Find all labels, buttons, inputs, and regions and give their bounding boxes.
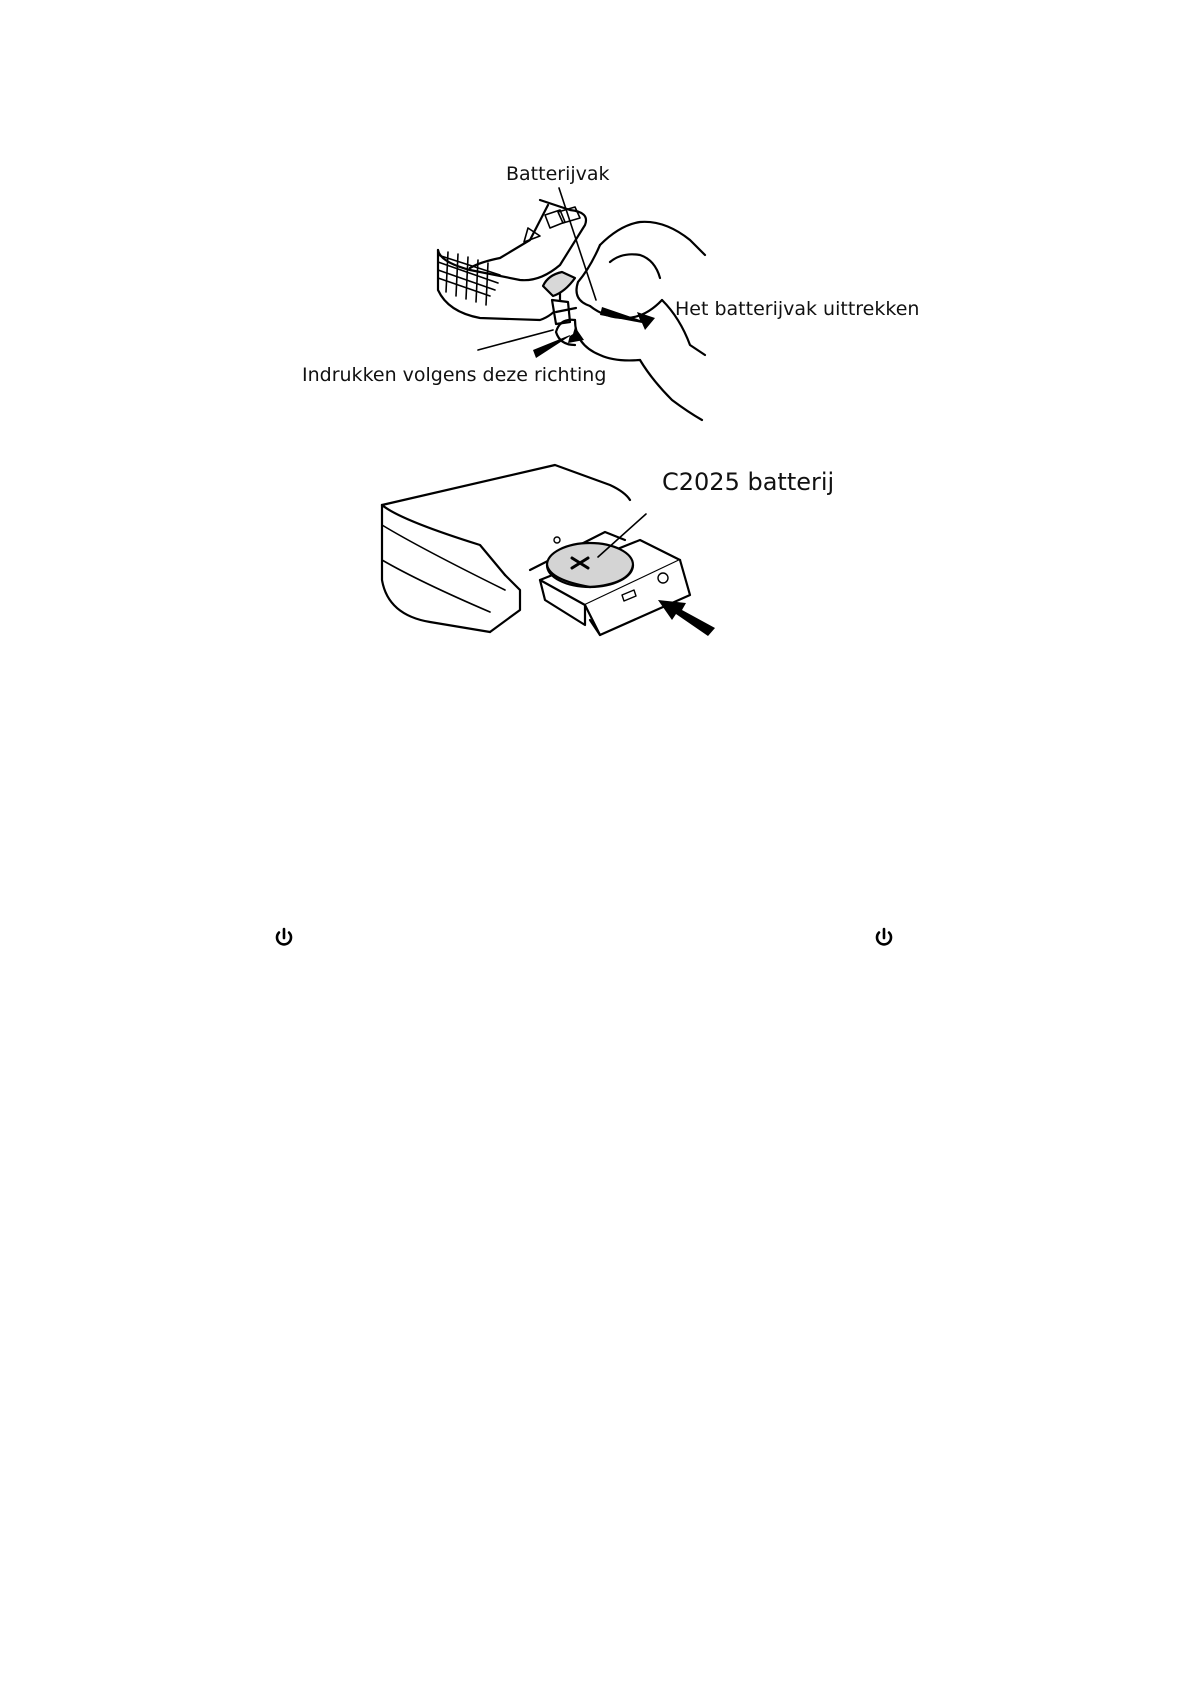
power-icon <box>872 926 896 950</box>
illustration-battery-tray <box>0 0 1191 700</box>
label-battery-compartment: Batterijvak <box>506 163 610 185</box>
label-pull-out: Het batterijvak uittrekken <box>675 298 920 320</box>
label-press-direction: Indrukken volgens deze richting <box>302 364 607 386</box>
power-icon <box>272 926 296 950</box>
label-battery-type: C2025 batterij <box>662 468 835 496</box>
